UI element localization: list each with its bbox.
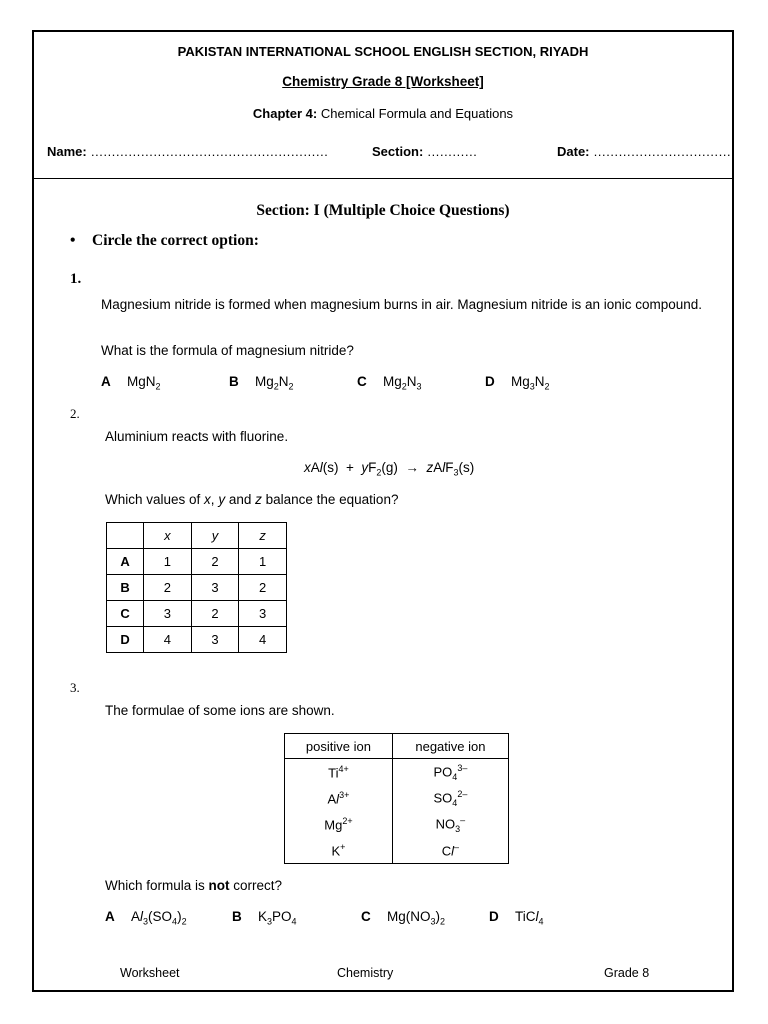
table-row <box>285 811 509 837</box>
option-letter: D <box>485 374 495 389</box>
row-label: B <box>107 575 144 601</box>
table-row[interactable] <box>107 575 287 601</box>
q3-header-cell: negative ion <box>392 734 508 759</box>
table-row <box>285 785 509 811</box>
table-cell: 3 <box>239 601 287 627</box>
school-name: PAKISTAN INTERNATIONAL SCHOOL ENGLISH SECTION, RIYADH <box>177 44 589 59</box>
chapter-title: Chemical Formula and Equations <box>320 106 514 121</box>
table-cell: 2 <box>191 549 239 575</box>
row-label: A <box>107 549 144 575</box>
q2-stem: Aluminium reacts with fluorine. <box>105 429 289 444</box>
table-cell: 2 <box>191 601 239 627</box>
ion-cell: $SO_4^{2-}$ <box>392 785 508 811</box>
name-field <box>47 144 328 159</box>
option-formula: $Al_3(SO_4)_2$ <box>131 909 187 927</box>
ion-cell: $Al^{3+}$ <box>285 785 393 811</box>
option-letter: A <box>101 374 111 389</box>
instruction-text: Circle the correct option: <box>92 232 259 249</box>
table-cell: 4 <box>144 627 192 653</box>
option-letter: C <box>357 374 367 389</box>
ion-cell: $Mg^{2+}$ <box>285 811 393 837</box>
section-field <box>372 144 477 159</box>
table-row[interactable] <box>107 627 287 653</box>
option-letter: B <box>232 909 242 924</box>
q2-header-cell: z <box>239 523 287 549</box>
q1-option-a[interactable] <box>101 374 161 392</box>
q1-stem: Magnesium nitride is formed when magnesium burns in air. Magnesium nitride is an ionic compound. <box>101 297 703 312</box>
option-formula: MgN$_2$ <box>127 374 161 392</box>
ion-cell: K+ <box>285 837 393 864</box>
q3-header-cell: positive ion <box>285 734 393 759</box>
q1-option-d[interactable] <box>485 374 550 392</box>
worksheet-header <box>34 32 732 179</box>
section-title: Section: I (Multiple Choice Questions) <box>256 202 510 219</box>
q2-header-cell <box>107 523 144 549</box>
q3-option-c[interactable] <box>361 909 445 927</box>
table-cell: 4 <box>239 627 287 653</box>
q1-question: What is the formula of magnesium nitride? <box>101 343 354 358</box>
subject-title: Chemistry Grade 8 [Worksheet] <box>282 74 484 89</box>
q2-number: 2. <box>70 406 80 421</box>
chapter-label: Chapter 4: <box>252 106 318 121</box>
table-cell: 3 <box>191 575 239 601</box>
option-formula: $Mg_3N_2$ <box>511 374 550 392</box>
option-formula: $Mg(NO_3)_2$ <box>387 909 446 927</box>
date-field <box>557 144 731 159</box>
q2-values-table <box>106 522 287 653</box>
q3-ions-table <box>284 733 509 864</box>
q1-number: 1. <box>70 271 82 287</box>
option-letter: D <box>489 909 499 924</box>
table-row[interactable] <box>107 549 287 575</box>
option-formula: $Mg_2N_3$ <box>383 374 422 392</box>
ion-cell: $Ti^{4+}$ <box>285 759 393 786</box>
date-label: Date: <box>557 144 590 159</box>
row-label: D <box>107 627 144 653</box>
option-formula: $K_3PO_4$ <box>258 909 297 927</box>
section-label: Section: <box>372 144 424 159</box>
q1-option-c[interactable] <box>357 374 422 392</box>
chapter-line <box>34 106 732 121</box>
option-letter: A <box>105 909 115 924</box>
row-label: C <box>107 601 144 627</box>
ion-cell: $PO_4^{3-}$ <box>392 759 508 786</box>
q2-question: Which values of x, y and z balance the equation? <box>105 492 399 507</box>
q2-equation: $xAl(s) + yF_2(g)$ → zAlF$_3$(s) <box>304 460 475 478</box>
option-formula: $Mg_2N_2$ <box>255 374 294 392</box>
footer-right: Grade 8 <box>604 966 650 980</box>
ion-cell: Cl– <box>392 837 508 864</box>
q3-number: 3. <box>70 680 80 695</box>
footer-left: Worksheet <box>120 966 180 980</box>
instruction <box>70 232 259 250</box>
option-letter: B <box>229 374 239 389</box>
table-row <box>285 759 509 786</box>
table-cell: 3 <box>191 627 239 653</box>
ion-cell: $NO_3^-$ <box>392 811 508 837</box>
q2-header-cell: x <box>144 523 192 549</box>
table-row[interactable] <box>107 601 287 627</box>
table-cell: 1 <box>239 549 287 575</box>
option-letter: C <box>361 909 371 924</box>
q3-option-b[interactable] <box>232 909 297 927</box>
q3-question: Which formula is not correct? <box>105 878 283 893</box>
bullet-icon: • <box>70 232 76 249</box>
table-cell: 2 <box>144 575 192 601</box>
name-dots: ………………………………………………… <box>90 144 328 159</box>
q1-option-b[interactable] <box>229 374 294 392</box>
q2-header-cell: y <box>191 523 239 549</box>
name-label: Name: <box>47 144 87 159</box>
section-dots: ………… <box>426 144 477 159</box>
q3-option-d[interactable] <box>489 909 544 927</box>
q3-stem: The formulae of some ions are shown. <box>105 703 335 718</box>
table-row <box>285 837 509 864</box>
table-cell: 2 <box>239 575 287 601</box>
q3-option-a[interactable] <box>105 909 187 927</box>
date-dots: …………………………… <box>593 144 731 159</box>
table-cell: 1 <box>144 549 192 575</box>
option-formula: TiCl$_4$ <box>515 909 544 927</box>
table-cell: 3 <box>144 601 192 627</box>
footer-center: Chemistry <box>337 966 394 980</box>
page-frame <box>32 30 734 992</box>
